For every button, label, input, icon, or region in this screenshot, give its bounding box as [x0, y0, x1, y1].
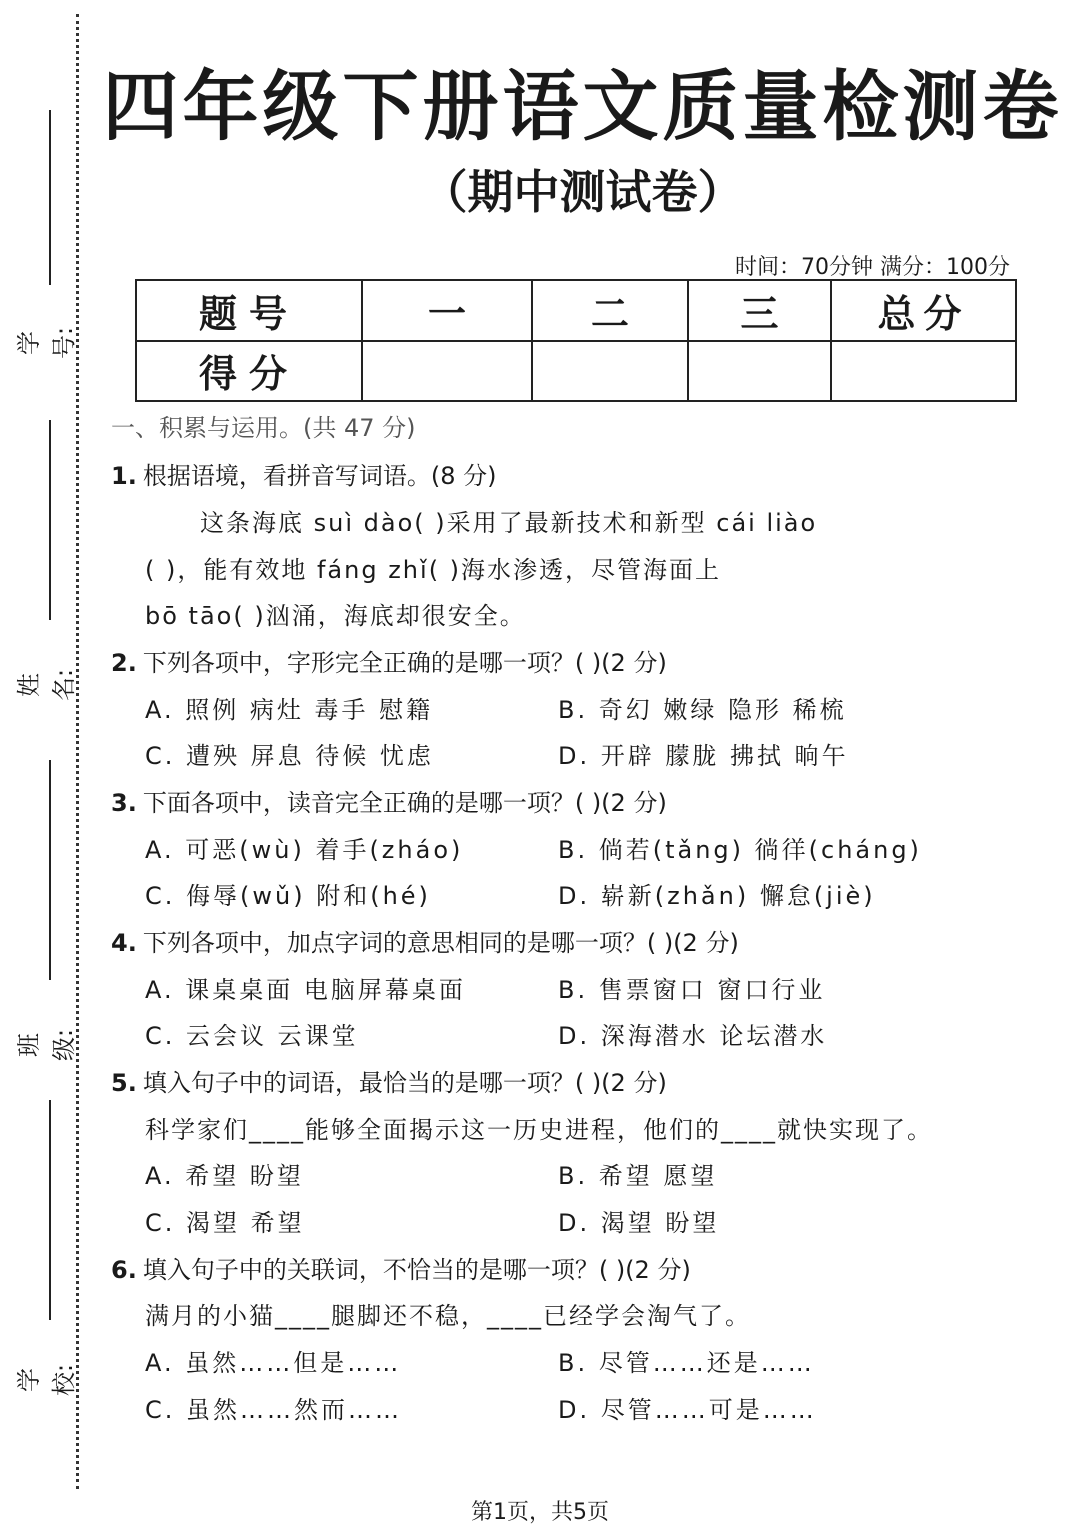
question-6	[111, 1250, 691, 1285]
option-b[interactable]: B. 尽管……还是……	[558, 1349, 815, 1377]
score-cell: 总分	[831, 280, 1016, 341]
score-input-cell[interactable]	[831, 341, 1016, 402]
question-stem: 根据语境，看拼音写词语。(8 分)	[142, 462, 497, 490]
binding-dashed-line	[76, 14, 79, 1489]
question-number: 1.	[111, 462, 137, 490]
question-3	[111, 783, 667, 818]
option-d[interactable]: D. 崭新(zhǎn) 懈怠(jiè)	[558, 882, 876, 910]
q1-text-line: bō tāo( )汹涌，海底却很安全。	[145, 602, 526, 630]
score-cell: 得分	[136, 341, 362, 402]
score-table	[135, 279, 1017, 402]
score-cell: 题号	[136, 280, 362, 341]
score-input-cell[interactable]	[688, 341, 831, 402]
question-5	[111, 1063, 667, 1098]
section-title: 一、积累与运用。(共 47 分)	[111, 414, 416, 442]
option-d[interactable]: D. 开辟 朦胧 拂拭 晌午	[558, 742, 849, 770]
page-footer: 第1页，共5页	[471, 1500, 609, 1525]
option-a[interactable]: A. 可恶(wù) 着手(zháo)	[145, 836, 464, 864]
question-number: 6.	[111, 1256, 137, 1284]
option-c[interactable]: C. 侮辱(wǔ) 附和(hé)	[145, 882, 431, 910]
option-a[interactable]: A. 希望 盼望	[145, 1162, 304, 1190]
option-b[interactable]: B. 希望 愿望	[558, 1162, 718, 1190]
school-label: 学校:	[15, 1363, 78, 1397]
question-stem: 下列各项中，加点字词的意思相同的是哪一项？( )(2 分)	[142, 929, 739, 957]
question-4	[111, 923, 739, 958]
question-1	[111, 456, 496, 491]
option-c[interactable]: C. 云会议 云课堂	[145, 1022, 359, 1050]
score-cell: 一	[362, 280, 532, 341]
question-stem: 填入句子中的词语，最恰当的是哪一项？( )(2 分)	[142, 1069, 667, 1097]
question-stem: 填入句子中的关联词，不恰当的是哪一项？( )(2 分)	[142, 1256, 691, 1284]
score-cell: 三	[688, 280, 831, 341]
option-c[interactable]: C. 渴望 希望	[145, 1209, 305, 1237]
score-cell: 二	[532, 280, 688, 341]
option-a[interactable]: A. 课桌桌面 电脑屏幕桌面	[145, 976, 466, 1004]
q1-text-line: ( )，能有效地 fáng zhǐ( )海水渗透，尽管海面上	[145, 556, 722, 584]
class-line	[49, 760, 51, 980]
school-line	[49, 1100, 51, 1320]
class-label: 班级:	[15, 1028, 78, 1062]
option-d[interactable]: D. 渴望 盼望	[558, 1209, 720, 1237]
student-id-label: 学号:	[15, 326, 78, 360]
option-c[interactable]: C. 虽然……然而……	[145, 1396, 403, 1424]
score-input-cell[interactable]	[362, 341, 532, 402]
option-c[interactable]: C. 遭殃 屏息 待候 忧虑	[145, 742, 434, 770]
option-b[interactable]: B. 售票窗口 窗口行业	[558, 976, 826, 1004]
page-subtitle: （期中测试卷）	[421, 165, 744, 219]
page-title: 四年级下册语文质量检测卷	[102, 62, 1063, 151]
option-a[interactable]: A. 虽然……但是……	[145, 1349, 402, 1377]
question-number: 4.	[111, 929, 137, 957]
option-d[interactable]: D. 尽管……可是……	[558, 1396, 817, 1424]
question-number: 3.	[111, 789, 137, 817]
option-b[interactable]: B. 倘若(tǎng) 徜徉(cháng)	[558, 836, 922, 864]
question-number: 5.	[111, 1069, 137, 1097]
question-number: 2.	[111, 649, 137, 677]
option-d[interactable]: D. 深海潜水 论坛潜水	[558, 1022, 828, 1050]
score-input-cell[interactable]	[532, 341, 688, 402]
q6-sentence: 满月的小猫____腿脚还不稳，____已经学会淘气了。	[145, 1302, 751, 1330]
name-label: 姓名:	[15, 668, 78, 702]
q5-sentence: 科学家们____能够全面揭示这一历史进程，他们的____就快实现了。	[145, 1116, 933, 1144]
exam-meta: 时间：70分钟 满分：100分	[735, 255, 1010, 280]
name-line	[49, 420, 51, 620]
question-2	[111, 643, 667, 678]
question-stem: 下列各项中，字形完全正确的是哪一项？( )(2 分)	[142, 649, 667, 677]
q1-text-line: 这条海底 suì dào( )采用了最新技术和新型 cái liào	[200, 509, 818, 537]
question-stem: 下面各项中，读音完全正确的是哪一项？( )(2 分)	[142, 789, 667, 817]
option-b[interactable]: B. 奇幻 嫩绿 隐形 稀梳	[558, 696, 847, 724]
score-table-header-row	[136, 280, 1016, 341]
score-table-score-row	[136, 341, 1016, 402]
option-a[interactable]: A. 照例 病灶 毒手 慰籍	[145, 696, 434, 724]
